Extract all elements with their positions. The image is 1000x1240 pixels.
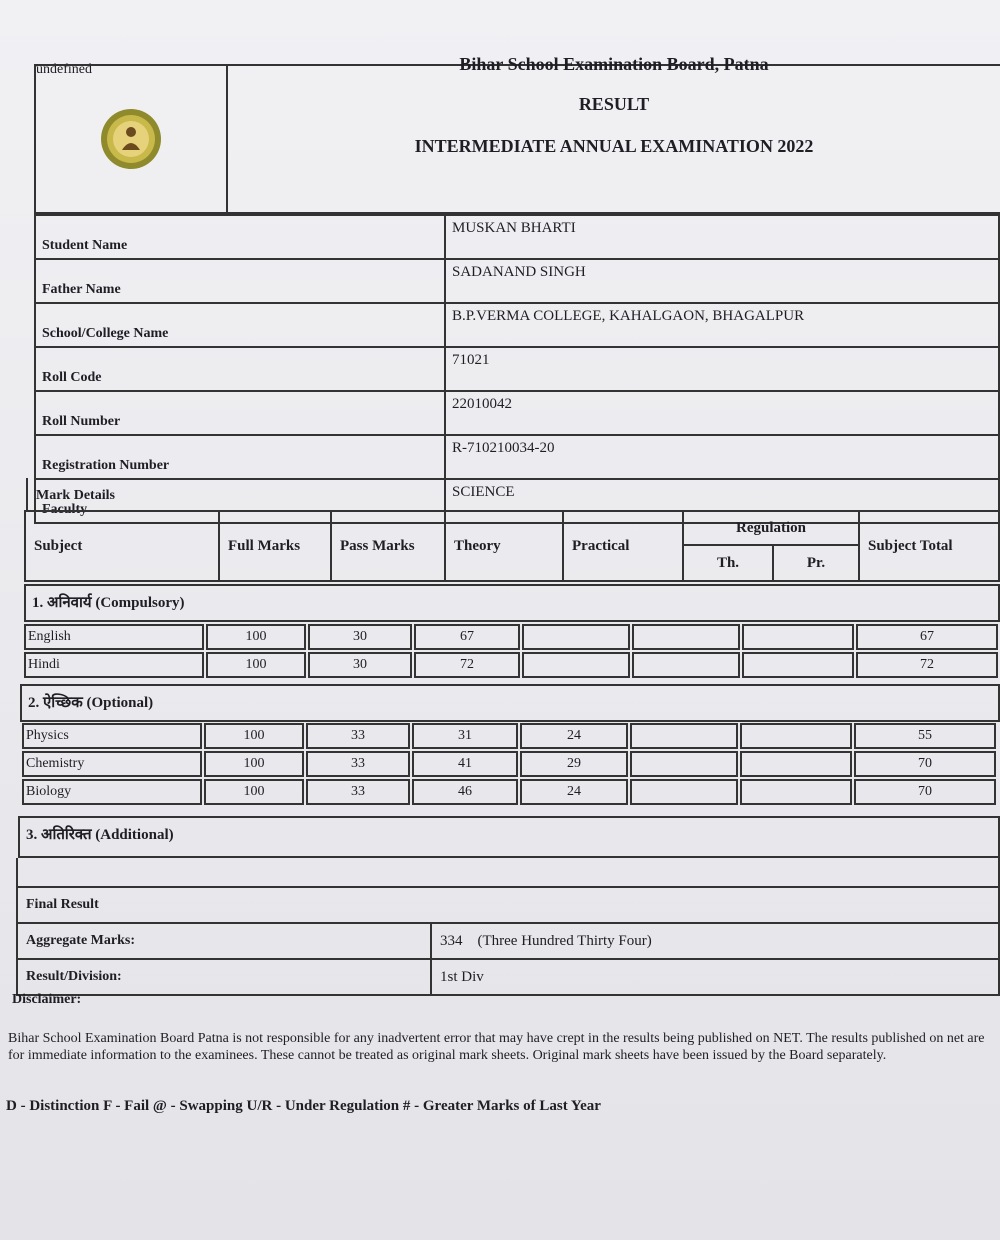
- disclaimer-label: Disclaimer:: [12, 992, 82, 1007]
- theory-marks: 41: [412, 751, 518, 777]
- practical-marks: [522, 652, 630, 678]
- disclaimer-text: Bihar School Examination Board Patna is not responsible for any inadvertent error that may have crept in the results being published on NET. The results published on net are for immediate information to the examinees. These cannot be treated as original mark sheets. Original mark sheets have been issued by the Board separately.: [8, 1031, 985, 1063]
- exam-title: INTERMEDIATE ANNUAL EXAMINATION 2022: [414, 136, 814, 156]
- col-practical: Practical: [563, 511, 683, 581]
- regulation-pr: [742, 624, 854, 650]
- info-value: MUSKAN BHARTI: [445, 215, 999, 259]
- regulation-pr: [740, 751, 852, 777]
- col-full-marks: Full Marks: [219, 511, 331, 581]
- board-name: Bihar School Examination Board, Patna: [459, 54, 769, 74]
- mark-details-label: Mark Details: [26, 478, 1000, 512]
- division-label: Result/Division:: [17, 959, 431, 995]
- col-reg-th: Th.: [683, 545, 773, 581]
- info-label: Roll Code: [35, 347, 445, 391]
- info-value: SCIENCE: [445, 479, 999, 523]
- regulation-th: [630, 723, 738, 749]
- regulation-pr: [742, 652, 854, 678]
- info-label: Student Name: [35, 215, 445, 259]
- final-result-table: [16, 886, 1000, 996]
- practical-marks: [522, 624, 630, 650]
- legend-text: D - Distinction F - Fail @ - Swapping U/R - Under Regulation # - Greater Marks of Last Year: [6, 1098, 601, 1114]
- col-pass-marks: Pass Marks: [331, 511, 445, 581]
- subject-name: Chemistry: [22, 751, 202, 777]
- additional-empty-row: [16, 858, 1000, 888]
- full-marks: 100: [204, 779, 304, 805]
- regulation-th: [632, 624, 740, 650]
- section-compulsory: 1. अनिवार्य (Compulsory): [24, 584, 1000, 622]
- info-label: School/College Name: [35, 303, 445, 347]
- bseb-seal-icon: [100, 108, 162, 170]
- pass-marks: 30: [308, 624, 412, 650]
- regulation-th: [630, 779, 738, 805]
- subject-row: [24, 624, 1000, 650]
- section-additional: 3. अतिरिक्त (Additional): [18, 816, 1000, 858]
- regulation-pr: [740, 723, 852, 749]
- pass-marks: 33: [306, 723, 410, 749]
- regulation-th: [630, 751, 738, 777]
- subject-name: English: [24, 624, 204, 650]
- aggregate-value-cell: [431, 923, 999, 959]
- subject-total: 70: [854, 751, 996, 777]
- subject-row: [24, 652, 1000, 678]
- regulation-pr: [740, 779, 852, 805]
- subject-name: Hindi: [24, 652, 204, 678]
- aggregate-label: Aggregate Marks:: [17, 923, 431, 959]
- subject-total: 67: [856, 624, 998, 650]
- pass-marks: 33: [306, 751, 410, 777]
- info-row-father-name: [35, 259, 999, 303]
- subject-total: 70: [854, 779, 996, 805]
- info-value: 71021: [445, 347, 999, 391]
- full-marks: 100: [206, 652, 306, 678]
- theory-marks: 31: [412, 723, 518, 749]
- full-marks: 100: [204, 751, 304, 777]
- info-row-registration: [35, 435, 999, 479]
- aggregate-value: 334: [440, 932, 463, 949]
- info-label: Roll Number: [35, 391, 445, 435]
- info-row-roll-code: [35, 347, 999, 391]
- info-value: B.P.VERMA COLLEGE, KAHALGAON, BHAGALPUR: [445, 303, 999, 347]
- top-label: undefined: [36, 62, 92, 77]
- theory-marks: 46: [412, 779, 518, 805]
- subject-row: [22, 751, 998, 777]
- title-cell: [228, 54, 1000, 212]
- info-label: Father Name: [35, 259, 445, 303]
- info-label: Faculty: [35, 479, 445, 523]
- practical-marks: 29: [520, 751, 628, 777]
- pass-marks: 30: [308, 652, 412, 678]
- section-optional: 2. ऐच्छिक (Optional): [20, 684, 1000, 722]
- final-result-label: Final Result: [17, 887, 999, 923]
- info-value: SADANAND SINGH: [445, 259, 999, 303]
- practical-marks: 24: [520, 779, 628, 805]
- info-row-student-name: [35, 215, 999, 259]
- result-title: RESULT: [578, 94, 650, 114]
- header-box: [34, 54, 1000, 214]
- subject-total: 72: [856, 652, 998, 678]
- full-marks: 100: [206, 624, 306, 650]
- subject-row: [22, 779, 998, 805]
- subject-total: 55: [854, 723, 996, 749]
- col-subject-total: Subject Total: [859, 511, 999, 581]
- division-value: 1st Div: [431, 959, 999, 995]
- col-subject: Subject: [25, 511, 219, 581]
- info-row-school: [35, 303, 999, 347]
- aggregate-words: (Three Hundred Thirty Four): [477, 932, 652, 949]
- col-theory: Theory: [445, 511, 563, 581]
- subject-name: Physics: [22, 723, 202, 749]
- marks-header-table: [24, 510, 1000, 582]
- col-reg-pr: Pr.: [773, 545, 859, 581]
- col-regulation: Regulation: [683, 511, 859, 545]
- info-label: Registration Number: [35, 435, 445, 479]
- info-value: 22010042: [445, 391, 999, 435]
- practical-marks: 24: [520, 723, 628, 749]
- pass-marks: 33: [306, 779, 410, 805]
- theory-marks: 67: [414, 624, 520, 650]
- regulation-th: [632, 652, 740, 678]
- info-row-roll-number: [35, 391, 999, 435]
- full-marks: 100: [204, 723, 304, 749]
- subject-name: Biology: [22, 779, 202, 805]
- subject-row: [22, 723, 998, 749]
- info-value: R-710210034-20: [445, 435, 999, 479]
- logo-cell: [36, 66, 228, 212]
- theory-marks: 72: [414, 652, 520, 678]
